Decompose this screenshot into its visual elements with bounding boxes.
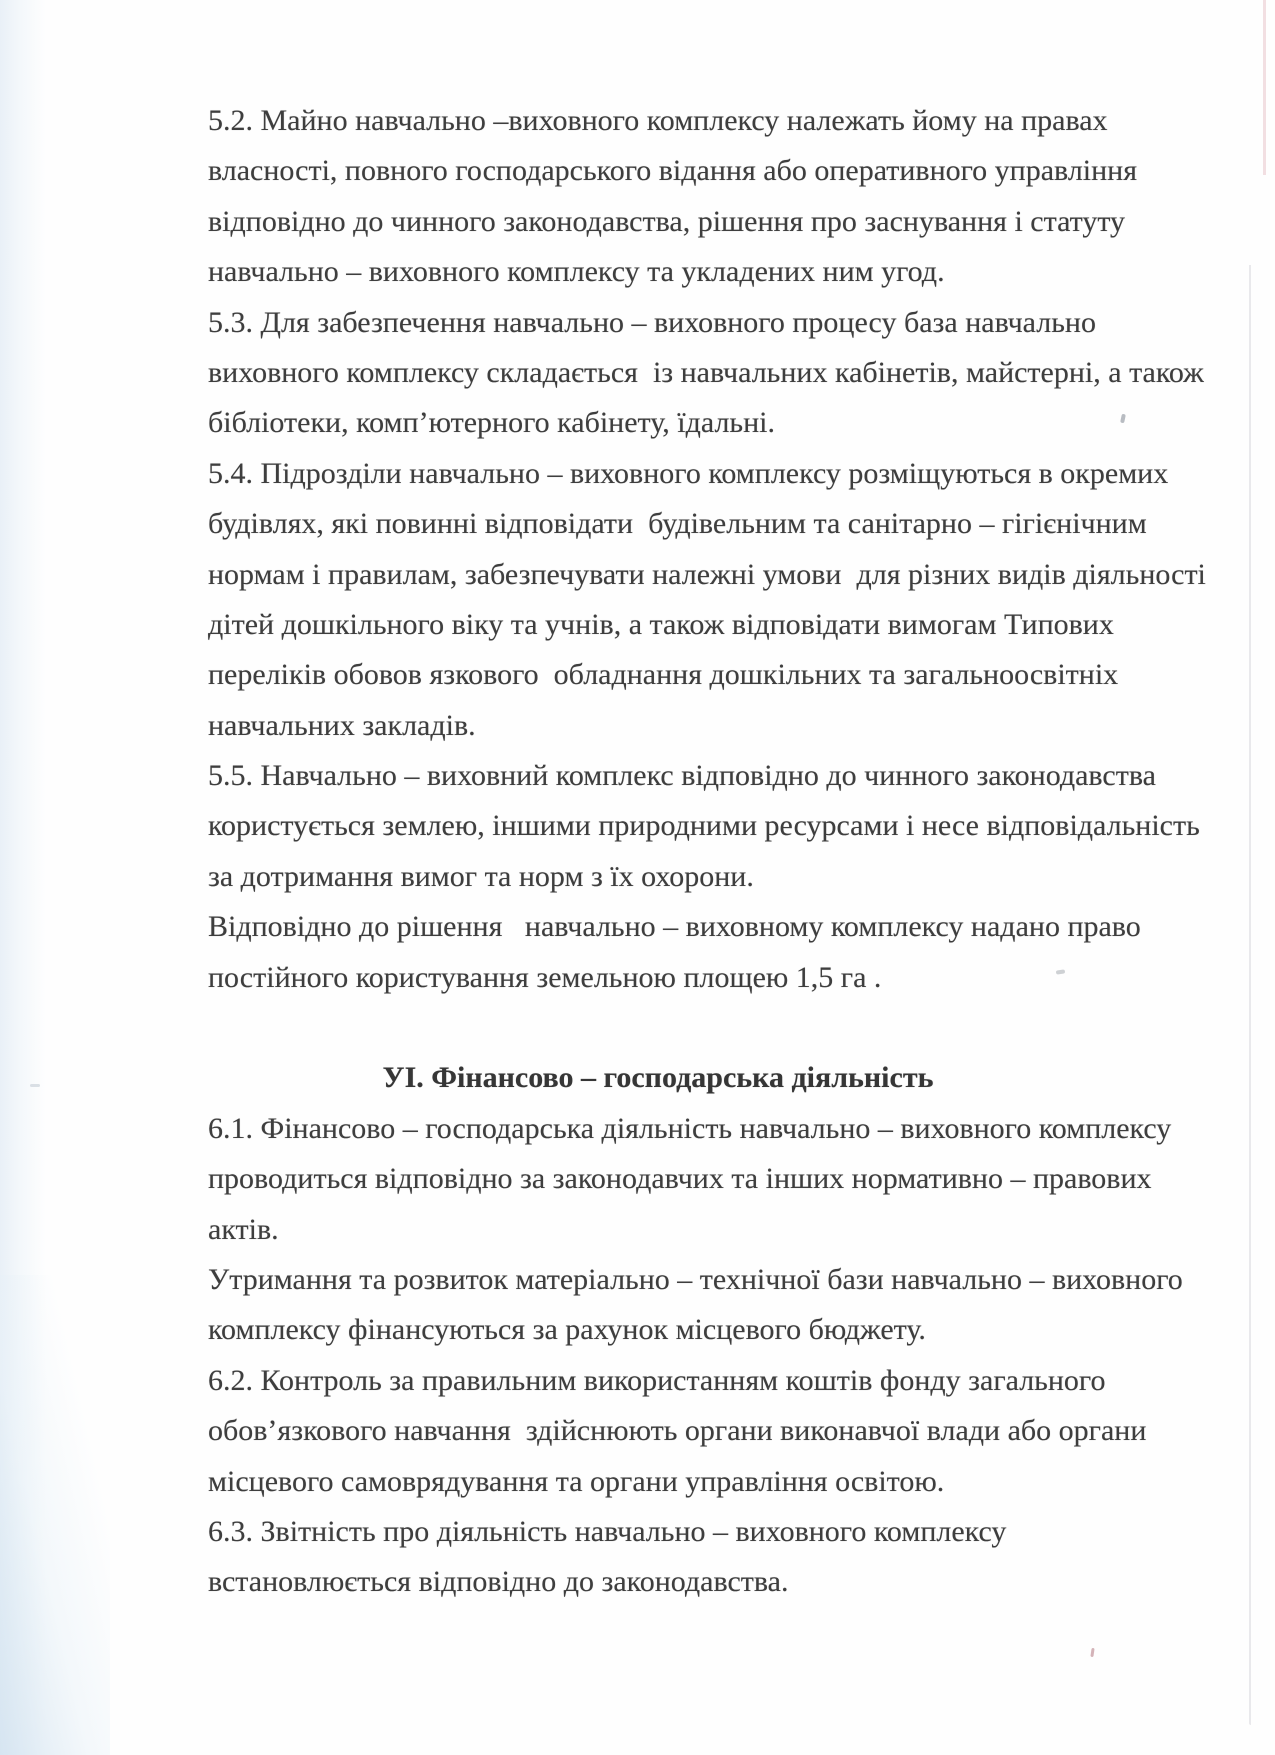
text-line: 6.2. Контроль за правильним використанням коштів фонду загального — [208, 1363, 1106, 1397]
scan-speck — [1120, 414, 1126, 424]
blank-line — [208, 1003, 1108, 1053]
text-line: навчально – виховного комплексу та укладених ним угод. — [208, 255, 945, 289]
text-line: дітей дошкільного віку та учнів, а також відповідати вимогам Типових — [208, 607, 1114, 641]
text-line: нормам і правилам, забезпечувати належні умови для різних видів діяльності — [208, 557, 1206, 591]
text-line: 5.3. Для забезпечення навчально – виховного процесу база навчально — [208, 305, 1096, 339]
section-heading: УІ. Фінансово – господарська діяльність — [382, 1061, 934, 1095]
text-line: Утримання та розвиток матеріально – технічної бази навчально – виховного — [208, 1262, 1183, 1296]
text-line: 5.4. Підрозділи навчально – виховного комплексу розміщуються в окремих — [208, 456, 1169, 490]
text-line: місцевого самоврядування та органи управління освітою. — [208, 1464, 945, 1498]
text-line: 6.3. Звітність про діяльність навчально – виховного комплексу — [208, 1514, 1007, 1548]
text-line: 6.1. Фінансово – господарська діяльність навчально – виховного комплексу — [208, 1111, 1172, 1145]
text-line: власності, повного господарського відання або оперативного управління — [208, 154, 1138, 188]
text-line: за дотримання вимог та норм з їх охорони. — [208, 859, 754, 893]
text-line: проводиться відповідно за законодавчих та інших нормативно – правових — [208, 1162, 1152, 1196]
document-text-block — [208, 96, 1206, 1608]
text-line: 5.5. Навчально – виховний комплекс відповідно до чинного законодавства — [208, 759, 1156, 793]
text-line: будівлях, які повинні відповідати будівельним та санітарно – гігієнічним — [208, 507, 1147, 541]
text-line: відповідно до чинного законодавства, рішення про заснування і статуту — [208, 204, 1126, 238]
text-line: навчальних закладів. — [208, 708, 476, 742]
text-line: постійного користування земельною площею 1,5 га . — [208, 960, 882, 994]
scan-speck — [30, 1084, 40, 1087]
text-line: Відповідно до рішення навчально – виховному комплексу надано право — [208, 910, 1141, 944]
scan-edge-right-pink-line — [1263, 0, 1266, 175]
text-line: встановлюється відповідно до законодавства. — [208, 1565, 789, 1599]
text-line: користується землею, іншими природними ресурсами і несе відповідальність — [208, 809, 1200, 843]
text-line: обов’язкового навчання здійснюють органи виконавчої влади або органи — [208, 1414, 1147, 1448]
scan-edge-left-tint — [0, 0, 46, 1755]
text-line: виховного комплексу складається із навчальних кабінетів, майстерні, а також — [208, 355, 1204, 389]
text-line: бібліотеки, комп’ютерного кабінету, їдальні. — [208, 406, 775, 440]
text-line: 5.2. Майно навчально –виховного комплексу належать йому на правах — [208, 104, 1108, 137]
text-line: переліків обовов язкового обладнання дошкільних та загальноосвітніх — [208, 658, 1119, 692]
scan-edge-bottom-left-tint — [0, 1275, 110, 1755]
text-line: актів. — [208, 1212, 279, 1246]
scan-edge-right-line — [1249, 265, 1251, 1725]
text-line: комплексу фінансуються за рахунок місцевого бюджету. — [208, 1313, 926, 1347]
scan-speck — [1090, 1648, 1094, 1657]
